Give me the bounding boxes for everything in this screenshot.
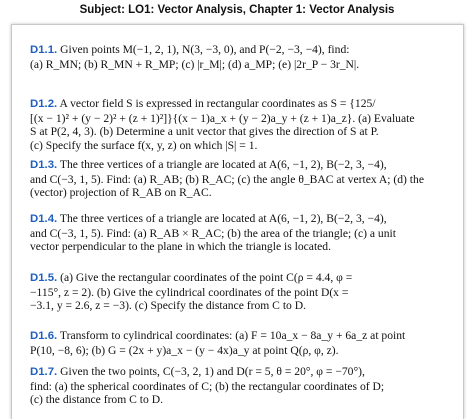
problem-line: −3.1, y = 2.6, z = −3). (c) Specify the distance from C to D. [30, 299, 307, 313]
problem-line: S at P(2, 4, 3). (b) Determine a unit vector that gives the direction of S at P. [30, 125, 379, 139]
problem-line: −115°, z = 2). (b) Give the cylindrical coordinates of the point D(x = [30, 285, 349, 299]
problem-d1-2 [30, 97, 445, 152]
problem-line: vector perpendicular to the plane in which the triangle is located. [30, 240, 332, 254]
problem-d1-7 [30, 365, 445, 407]
problem-line [30, 97, 445, 112]
problem-id: D1.6. [30, 330, 58, 342]
problem-line: P(10, −8, 6); (b) G = (2x + y)a_x − (y − 4x)a_y at point Q(ρ, φ, z). [30, 343, 339, 357]
problem-line [30, 329, 445, 344]
problem-d1-6 [30, 329, 445, 357]
problem-line: (a) R_MN; (b) R_MN + R_MP; (c) |r_M|; (d) a_MP; (e) |2r_P − 3r_N|. [30, 57, 360, 71]
problem-line [30, 271, 445, 286]
problem-line: [(x − 1)² + (y − 2)² + (z + 1)²]}{(x − 1)a_x + (y − 2)a_y + (z + 1)a_z}. (a) Evaluate [30, 111, 415, 125]
problem-line [30, 365, 445, 380]
problem-text: Given the two points, C(−3, 2, 1) and D(r = 5, θ = 20°, φ = −70°), [57, 365, 365, 378]
problem-line: and C(−3, 1, 5). Find: (a) R_AB × R_AC; (b) the area of the triangle; (c) a unit [30, 226, 396, 240]
problem-id: D1.3. [30, 159, 58, 171]
problem-d1-3 [30, 158, 445, 200]
problem-line: (c) the distance from C to D. [30, 393, 163, 407]
problem-d1-1 [30, 43, 445, 71]
problem-id: D1.5. [30, 272, 58, 284]
problem-line [30, 158, 445, 173]
problem-id: D1.4. [30, 213, 58, 225]
problem-line [30, 212, 445, 227]
problem-text: A vector field S is expressed in rectangular coordinates as S = {125/ [57, 97, 376, 110]
problem-d1-5 [30, 271, 445, 313]
problem-text: Transform to cylindrical coordinates: (a) F = 10a_x − 8a_y + 6a_z at point [57, 329, 406, 342]
problem-line: (c) Specify the surface f(x, y, z) on which |S| = 1. [30, 138, 258, 152]
problem-d1-4 [30, 212, 445, 254]
problem-line: find: (a) the spherical coordinates of C; (b) the rectangular coordinates of D; [30, 379, 385, 393]
page-header-title: Subject: LO1: Vector Analysis, Chapter 1: Vector Analysis [79, 4, 395, 16]
problem-line: and C(−3, 1, 5). Find: (a) R_AB; (b) R_AC; (c) the angle θ_BAC at vertex A; (d) the [30, 172, 424, 186]
problem-text: (a) Give the rectangular coordinates of the point C(ρ = 4.4, φ = [57, 271, 353, 284]
problem-id: D1.2. [30, 98, 58, 110]
problem-text: The three vertices of a triangle are located at A(6, −1, 2), B(−2, 3, −4), [57, 158, 387, 171]
problem-text: Given points M(−1, 2, 1), N(3, −3, 0), and P(−2, −3, −4), find: [57, 43, 350, 56]
problem-text: The three vertices of a triangle are located at A(6, −1, 2), B(−2, 3, −4), [57, 212, 387, 225]
problem-id: D1.7. [30, 366, 58, 378]
problem-line: (vector) projection of R_AB on R_AC. [30, 186, 212, 200]
problem-id: D1.1. [30, 44, 58, 56]
problem-line [30, 43, 445, 58]
problem-sheet [11, 24, 464, 419]
